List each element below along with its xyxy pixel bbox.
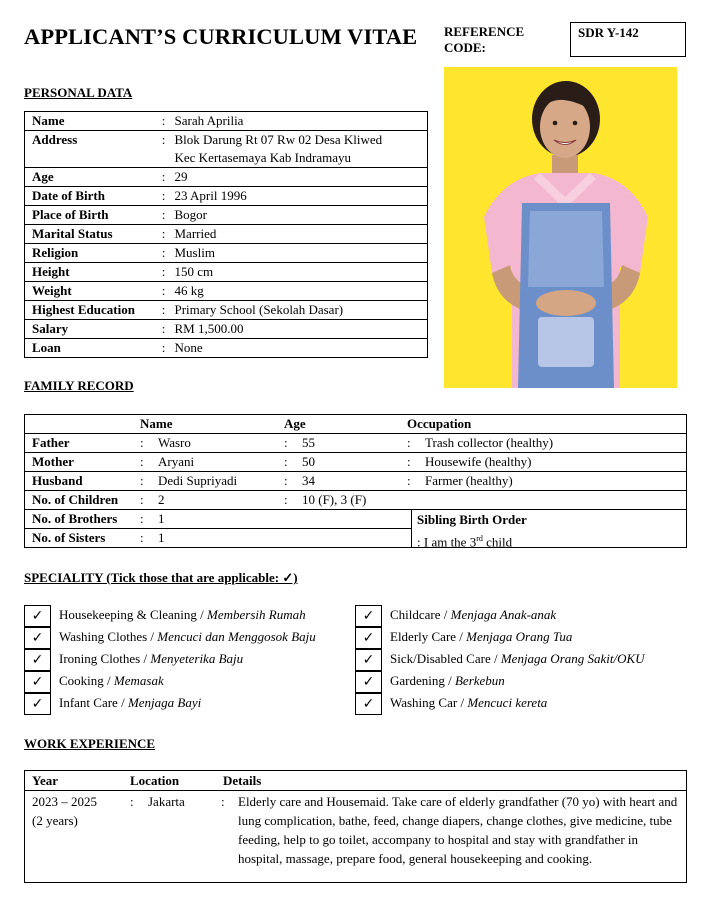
family-row-mother: [25, 453, 686, 472]
colon: :: [140, 435, 144, 450]
personal-value-line: RM 1,500.00: [174, 321, 244, 336]
personal-row-value: [175, 301, 428, 320]
sibling-birth-order-label: Sibling Birth Order: [417, 512, 527, 527]
family-row-occupation: Farmer (healthy): [425, 473, 513, 488]
family-row-husband: [25, 472, 686, 491]
colon: :: [153, 282, 175, 301]
speciality-label: [59, 649, 243, 669]
colon: :: [140, 530, 144, 545]
family-header-row: [25, 415, 686, 434]
family-row-label: No. of Children: [32, 492, 119, 507]
personal-row: [25, 187, 428, 206]
speciality-label: [390, 627, 572, 647]
checkbox-checked-icon[interactable]: ✓: [24, 671, 51, 693]
speciality-label-en: Gardening /: [390, 673, 455, 688]
children-ages: 10 (F), 3 (F): [302, 492, 367, 507]
colon: :: [153, 244, 175, 263]
family-row-label: Father: [32, 435, 70, 450]
colon: :: [153, 301, 175, 320]
family-row-occupation: Housewife (healthy): [425, 454, 532, 469]
colon: :: [153, 168, 175, 187]
colon: :: [140, 454, 144, 469]
personal-row-label: Weight: [25, 282, 153, 301]
checkbox-checked-icon[interactable]: ✓: [355, 649, 382, 671]
personal-row-label: Salary: [25, 320, 153, 339]
brothers-count: 1: [158, 511, 165, 526]
speciality-label-en: Washing Clothes /: [59, 629, 158, 644]
personal-row: [25, 206, 428, 225]
speciality-label-en: Washing Car /: [390, 695, 468, 710]
family-row-name: Wasro: [158, 435, 191, 450]
reference-label-line2: CODE:: [444, 40, 486, 55]
checkbox-checked-icon[interactable]: ✓: [24, 605, 51, 627]
speciality-label: [390, 649, 645, 669]
checkbox-checked-icon[interactable]: ✓: [24, 627, 51, 649]
colon: :: [284, 454, 288, 469]
speciality-label: [390, 605, 556, 625]
personal-row: [25, 244, 428, 263]
family-row-label: Husband: [32, 473, 83, 488]
personal-row-label: Address: [25, 131, 153, 168]
speciality-label-en: Cooking /: [59, 673, 114, 688]
colon: :: [221, 794, 225, 809]
personal-row-value: [175, 339, 428, 358]
work-entry-details: Elderly care and Housemaid. Take care of elderly grandfather (70 yo) with heart and lung complication, bathe, feed, change diapers, change clothes, give medicine, tube feeding, help to go toilet, accompany to hospital and stay with grandfather in hospital, massage, prepare food, general housekeeping and cooking.: [238, 794, 678, 866]
speciality-label: [59, 693, 201, 713]
checkbox-checked-icon[interactable]: ✓: [355, 693, 382, 715]
work-col-location: Location: [130, 773, 180, 788]
speciality-heading-text: SPECIALITY: [24, 570, 103, 585]
reference-label-line1: REFERENCE: [444, 24, 525, 39]
speciality-label-ms: Membersih Rumah: [207, 607, 306, 622]
personal-row-value: [175, 320, 428, 339]
colon: :: [153, 225, 175, 244]
personal-row-label: Date of Birth: [25, 187, 153, 206]
colon: :: [153, 187, 175, 206]
personal-row: [25, 168, 428, 187]
personal-row: [25, 263, 428, 282]
colon: :: [140, 473, 144, 488]
personal-value-line: None: [174, 340, 203, 355]
personal-row-value: [175, 131, 428, 168]
family-row-father: [25, 434, 686, 453]
speciality-heading: [24, 570, 298, 586]
work-entry-location: Jakarta: [148, 794, 185, 809]
personal-row: [25, 320, 428, 339]
personal-row: [25, 112, 428, 131]
personal-value-line: Bogor: [174, 207, 207, 222]
work-entry-year: 2023 – 2025: [32, 794, 97, 809]
sibling-birth-order-value: [417, 530, 512, 551]
family-record-heading: FAMILY RECORD: [24, 378, 134, 393]
personal-row-label: Height: [25, 263, 153, 282]
birth-order-suffix-sup: rd: [476, 534, 483, 543]
speciality-label-ms: Menjaga Orang Sakit/OKU: [500, 651, 645, 666]
speciality-label: [390, 671, 505, 691]
work-col-details: Details: [223, 773, 262, 788]
family-row-occupation: Trash collector (healthy): [425, 435, 554, 450]
personal-row-value: [175, 282, 428, 301]
speciality-label-en: Elderly Care /: [390, 629, 467, 644]
speciality-subheading: (Tick those that are applicable: ✓): [102, 570, 298, 585]
page-title: APPLICANT’S CURRICULUM VITAE: [24, 24, 418, 49]
family-row-label: No. of Sisters: [32, 530, 106, 545]
applicant-photo: [444, 67, 677, 388]
personal-row: [25, 225, 428, 244]
speciality-label: [390, 693, 547, 713]
family-row-brothers: [25, 510, 411, 529]
family-row-age: 34: [302, 473, 315, 488]
personal-row-label: Religion: [25, 244, 153, 263]
personal-value-line: 23 April 1996: [174, 188, 247, 203]
personal-row-label: Marital Status: [25, 225, 153, 244]
personal-row-label: Age: [25, 168, 153, 187]
colon: :: [153, 339, 175, 358]
personal-value-line: 29: [174, 169, 188, 184]
speciality-label-en: Childcare /: [390, 607, 451, 622]
family-row-age: 55: [302, 435, 315, 450]
checkbox-checked-icon[interactable]: ✓: [355, 671, 382, 693]
birth-order-prefix: : I am the 3: [417, 534, 477, 550]
colon: :: [407, 454, 411, 469]
speciality-label-en: Ironing Clothes /: [59, 651, 151, 666]
speciality-label-en: Housekeeping & Cleaning /: [59, 607, 208, 622]
personal-row-label: Name: [25, 112, 153, 131]
work-header-row: [25, 771, 686, 791]
family-row-label: No. of Brothers: [32, 511, 118, 526]
personal-value-line: 46 kg: [174, 283, 204, 298]
sibling-divider: [411, 510, 412, 548]
work-experience-table: [24, 770, 687, 883]
colon: :: [284, 492, 288, 507]
work-entry-duration: (2 years): [32, 813, 78, 828]
personal-row: [25, 339, 428, 358]
work-col-year: Year: [32, 773, 58, 788]
colon: :: [407, 435, 411, 450]
family-col-age: Age: [284, 416, 306, 431]
personal-row-label: Highest Education: [25, 301, 153, 320]
personal-data-heading: PERSONAL DATA: [24, 85, 133, 100]
personal-value-line: Kec Kertasemaya Kab Indramayu: [174, 150, 351, 165]
speciality-label-ms: Menjaga Anak-anak: [450, 607, 557, 622]
speciality-label-en: Infant Care /: [59, 695, 128, 710]
checkbox-checked-icon[interactable]: ✓: [24, 649, 51, 671]
children-count: 2: [158, 492, 165, 507]
family-row-children: [25, 491, 686, 510]
speciality-label-ms: Mencuci kereta: [467, 695, 548, 710]
reference-code-box: SDR Y-142: [570, 22, 686, 57]
speciality-label-ms: Mencuci dan Menggosok Baju: [157, 629, 316, 644]
personal-row-label: Place of Birth: [25, 206, 153, 225]
personal-value-line: Sarah Aprilia: [174, 113, 244, 128]
family-record-table: [24, 414, 687, 548]
personal-row-value: [175, 168, 428, 187]
speciality-label-en: Sick/Disabled Care /: [390, 651, 501, 666]
speciality-label: [59, 627, 316, 647]
personal-value-line: Married: [174, 226, 217, 241]
speciality-label-ms: Memasak: [113, 673, 164, 688]
family-row-name: Dedi Supriyadi: [158, 473, 238, 488]
personal-row: [25, 131, 428, 168]
checkbox-checked-icon[interactable]: ✓: [355, 627, 382, 649]
colon: :: [153, 263, 175, 282]
colon: :: [140, 492, 144, 507]
family-row-name: Aryani: [158, 454, 195, 469]
personal-data-table: [24, 111, 428, 358]
personal-row-value: [175, 244, 428, 263]
speciality-label: [59, 671, 164, 691]
personal-value-line: 150 cm: [174, 264, 214, 279]
colon: :: [153, 320, 175, 339]
personal-row-value: [175, 187, 428, 206]
speciality-label: [59, 605, 306, 625]
personal-row-value: [175, 263, 428, 282]
colon: :: [153, 112, 175, 131]
family-row-age: 50: [302, 454, 315, 469]
colon: :: [407, 473, 411, 488]
birth-order-suffix: child: [482, 534, 513, 550]
colon: :: [284, 435, 288, 450]
colon: :: [284, 473, 288, 488]
speciality-label-ms: Berkebun: [454, 673, 505, 688]
checkbox-checked-icon[interactable]: ✓: [24, 693, 51, 715]
work-experience-heading: WORK EXPERIENCE: [24, 736, 156, 751]
sisters-count: 1: [158, 530, 165, 545]
family-col-occupation: Occupation: [407, 416, 472, 431]
speciality-label-ms: Menjaga Orang Tua: [466, 629, 573, 644]
applicant-photo-illustration: [444, 67, 677, 388]
personal-value-line: Muslim: [174, 245, 215, 260]
colon: :: [130, 794, 134, 809]
personal-row-label: Loan: [25, 339, 153, 358]
personal-row: [25, 282, 428, 301]
family-col-name: Name: [140, 416, 173, 431]
colon: :: [140, 511, 144, 526]
checkbox-checked-icon[interactable]: ✓: [355, 605, 382, 627]
speciality-label-ms: Menjaga Bayi: [127, 695, 202, 710]
family-row-label: Mother: [32, 454, 74, 469]
personal-row: [25, 301, 428, 320]
colon: :: [153, 206, 175, 225]
family-row-sisters: [25, 529, 411, 548]
personal-row-value: [175, 112, 428, 131]
personal-value-line: Blok Darung Rt 07 Rw 02 Desa Kliwed: [174, 132, 383, 147]
speciality-label-ms: Menyeterika Baju: [150, 651, 244, 666]
personal-row-value: [175, 225, 428, 244]
personal-value-line: Primary School (Sekolah Dasar): [174, 302, 344, 317]
colon: :: [153, 131, 175, 168]
personal-row-value: [175, 206, 428, 225]
reference-code-label: [444, 24, 564, 56]
